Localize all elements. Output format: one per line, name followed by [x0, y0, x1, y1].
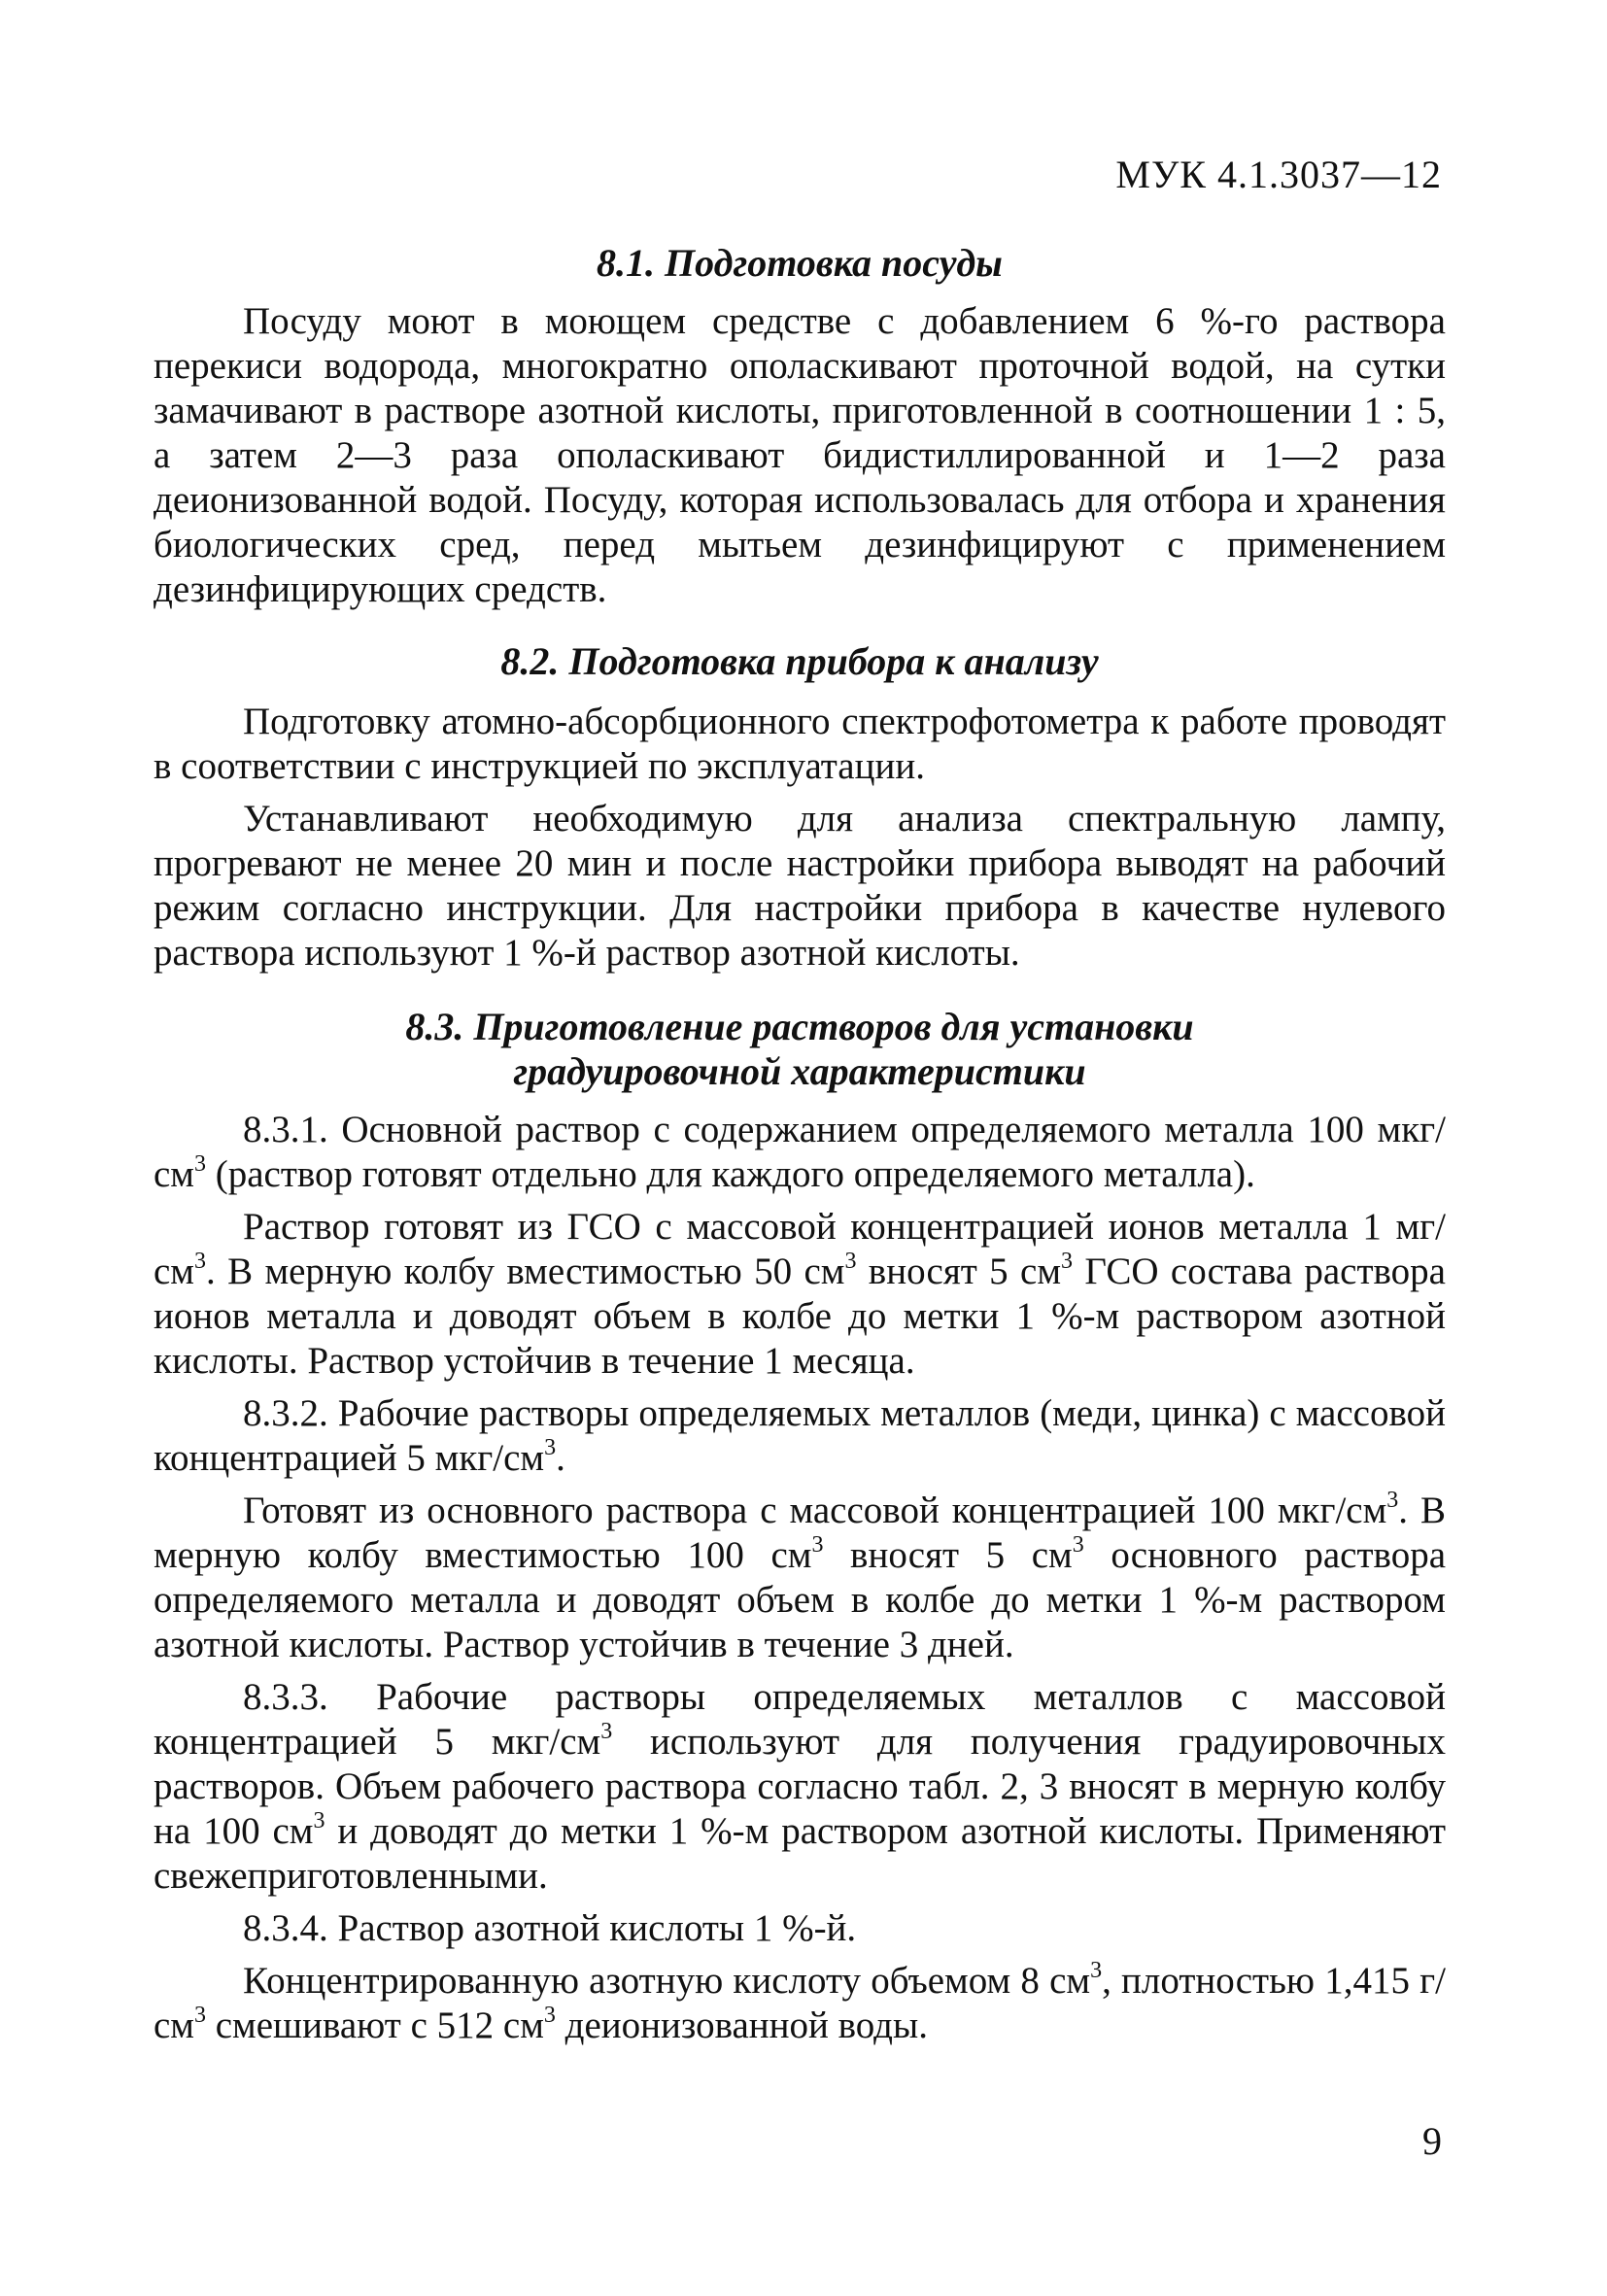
text-run: 8.3.2. Рабочие растворы определяемых металлов (меди, цинка) с массовой концентрацией 5 мкг/см — [154, 1392, 1446, 1479]
text-run: Раствор готовят из ГСО с массовой концентрацией ионов металла 1 мг/см — [154, 1206, 1446, 1292]
paragraph-8-3-4: 8.3.4. Раствор азотной кислоты 1 %-й. — [243, 1907, 857, 1949]
superscript: 3 — [194, 1249, 206, 1274]
text-run: основного раствора определяемого металла и доводят объем в колбе до метки 1 %-м раствором азотной кислоты. Раствор устойчив в течение 3 дней. — [154, 1534, 1446, 1665]
text-run: , плотностью 1,415 г/см — [154, 1960, 1446, 2046]
section-8-3-heading-line-1: 8.3. Приготовление растворов для установки — [405, 1005, 1194, 1048]
text-run: и доводят до метки 1 %-м раствором азотной кислоты. Применяют свежеприготовленными. — [154, 1810, 1447, 1897]
text-run: . В мерную колбу вместимостью 100 см — [154, 1490, 1446, 1576]
section-8-1-heading: 8.1. Подготовка посуды — [597, 241, 1003, 285]
section-8-2-paragraph-1: Подготовку атомно-абсорбционного спектрофотометра к работе проводят в соответствии с инструкцией по эксплуатации. — [154, 701, 1446, 787]
text-run: Готовят из основного раствора с массовой концентрацией 100 мкг/см — [243, 1490, 1387, 1531]
superscript: 3 — [313, 1808, 325, 1833]
section-8-3-heading — [154, 1005, 1446, 1094]
section-8-1-paragraph: Посуду моют в моющем средстве с добавлением 6 %-го раствора перекиси водорода, многократно ополаскивают проточной водой, на сутки замачивают в растворе азотной кислоты, приготовленной в соотношении 1 : 5, а затем 2—3 раза ополаскивают бидистиллированной и 1—2 раза деионизованной водой. Посуду, которая использовалась для отбора и хранения биологических сред, перед мытьем дезинфицируют с применением дезинфицирующих средств. — [154, 300, 1446, 610]
paragraph-8-3-2 — [154, 1391, 1446, 1481]
superscript: 3 — [600, 1719, 613, 1744]
paragraph-8-3-4-details — [154, 1959, 1446, 2048]
document-body — [154, 241, 1446, 2048]
text-run: 8.3.3. Рабочие растворы определяемых металлов с массовой концентрацией 5 мкг/см — [154, 1676, 1446, 1763]
text-run: Концентрированную азотную кислоту объемом 8 см — [243, 1960, 1091, 2002]
paragraph-8-3-1-details — [154, 1205, 1446, 1384]
superscript: 3 — [1090, 1958, 1103, 1983]
text-run: вносят 5 см — [823, 1534, 1073, 1576]
text-run: используют для получения градуировочных растворов. Объем рабочего раствора согласно табл. 2, 3 вносят в мерную колбу на 100 см — [154, 1721, 1447, 1852]
document-code-header: МУК 4.1.3037—12 — [1115, 153, 1442, 196]
superscript: 3 — [1061, 1249, 1073, 1274]
paragraph-8-3-2-details — [154, 1489, 1446, 1667]
text-run: ГСО состава раствора ионов металла и доводят объем в колбе до метки 1 %-м раствором азотной кислоты. Раствор устойчив в течение 1 месяца. — [154, 1251, 1446, 1382]
superscript: 3 — [1072, 1532, 1084, 1558]
text-run: вносят 5 см — [856, 1251, 1061, 1292]
superscript: 3 — [844, 1249, 857, 1274]
page-number: 9 — [1422, 2119, 1442, 2163]
text-run: . В мерную колбу вместимостью 50 см — [206, 1251, 845, 1292]
text-run: 8.3.1. Основной раствор с содержанием определяемого металла 100 мкг/см — [154, 1109, 1446, 1195]
superscript: 3 — [194, 1151, 206, 1177]
paragraph-8-3-1 — [154, 1108, 1446, 1197]
superscript: 3 — [544, 1435, 557, 1460]
superscript: 3 — [811, 1532, 824, 1558]
superscript: 3 — [1386, 1488, 1399, 1513]
text-run: . — [556, 1437, 565, 1479]
text-run: деионизованной воды. — [555, 2005, 928, 2046]
superscript: 3 — [543, 2003, 556, 2028]
section-8-2-paragraph-2: Устанавливают необходимую для анализа спектральную лампу, прогревают не менее 20 мин и после настройки прибора выводят на рабочий режим согласно инструкции. Для настройки прибора в качестве нулевого раствора используют 1 %-й раствор азотной кислоты. — [154, 798, 1446, 974]
text-run: (раствор готовят отдельно для каждого определяемого металла). — [206, 1153, 1255, 1195]
text-run: смешивают с 512 см — [206, 2005, 544, 2046]
paragraph-8-3-3 — [154, 1675, 1446, 1899]
superscript: 3 — [194, 2003, 206, 2028]
section-8-2-heading: 8.2. Подготовка прибора к анализу — [500, 639, 1099, 683]
section-8-3-heading-line-2: градуировочной характеристики — [513, 1049, 1086, 1093]
